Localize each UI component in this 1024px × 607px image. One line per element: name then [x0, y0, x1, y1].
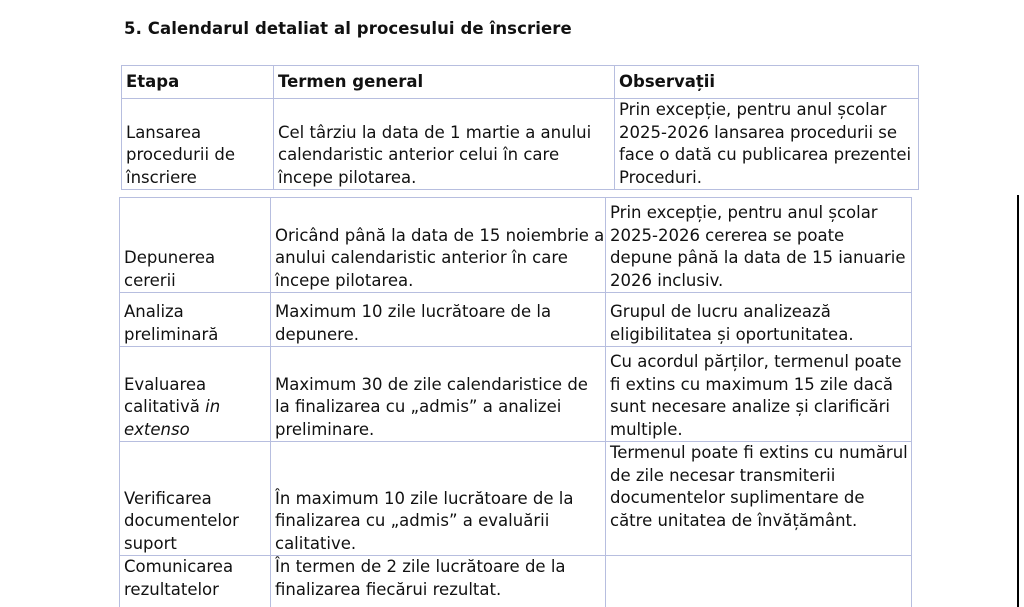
etapa-italic-text: in extenso	[124, 397, 221, 439]
page-edge-divider	[1017, 195, 1019, 607]
table-row	[120, 556, 912, 607]
column-header-observatii: Observații	[615, 66, 919, 99]
row-termen-cell: Cel târziu la data de 1 martie a anului calendaristic anterior celui în care începe pilotarea.	[274, 99, 615, 190]
column-header-termen: Termen general	[274, 66, 615, 99]
table-row	[120, 293, 912, 347]
row-termen-cell: Maximum 10 zile lucrătoare de la depunere.	[271, 293, 606, 347]
column-header-etapa: Etapa	[122, 66, 274, 99]
row-observatii-cell	[606, 556, 912, 607]
row-etapa-cell: Comunicarea rezultatelor	[120, 556, 271, 607]
row-observatii-cell: Prin excepție, pentru anul școlar 2025-2026 cererea se poate depune până la data de 15 ianuarie 2026 inclusiv.	[606, 198, 912, 293]
row-etapa-cell	[120, 347, 271, 442]
row-observatii-cell: Termenul poate fi extins cu numărul de zile necesar transmiterii documentelor suplimentare de către unitatea de învățământ.	[606, 442, 912, 556]
calendar-table-part-1	[121, 65, 919, 190]
row-observatii-cell: Prin excepție, pentru anul școlar 2025-2026 lansarea procedurii se face o dată cu publicarea prezentei Proceduri.	[615, 99, 919, 190]
table-header-row	[122, 66, 919, 99]
row-termen-cell: În maximum 10 zile lucrătoare de la finalizarea cu „admis” a evaluării calitative.	[271, 442, 606, 556]
row-etapa-cell: Lansarea procedurii de înscriere	[122, 99, 274, 190]
section-heading: 5. Calendarul detaliat al procesului de înscriere	[124, 19, 572, 38]
table-row	[122, 99, 919, 190]
row-termen-cell: Maximum 30 de zile calendaristice de la finalizarea cu „admis” a analizei preliminare.	[271, 347, 606, 442]
table-row	[120, 198, 912, 293]
etapa-main-text: Evaluarea calitativă	[124, 374, 207, 416]
row-observatii-cell: Grupul de lucru analizează eligibilitatea și oportunitatea.	[606, 293, 912, 347]
row-etapa-cell: Verificarea documentelor suport	[120, 442, 271, 556]
table-row	[120, 442, 912, 556]
row-observatii-cell: Cu acordul părților, termenul poate fi extins cu maximum 15 zile dacă sunt necesare analize și clarificări multiple.	[606, 347, 912, 442]
row-termen-cell: În termen de 2 zile lucrătoare de la finalizarea fiecărui rezultat.	[271, 556, 606, 607]
row-etapa-cell: Analiza preliminară	[120, 293, 271, 347]
row-etapa-cell: Depunerea cererii	[120, 198, 271, 293]
calendar-table-part-2	[119, 197, 912, 607]
table-row	[120, 347, 912, 442]
row-termen-cell: Oricând până la data de 15 noiembrie a anului calendaristic anterior în care începe pilotarea.	[271, 198, 606, 293]
